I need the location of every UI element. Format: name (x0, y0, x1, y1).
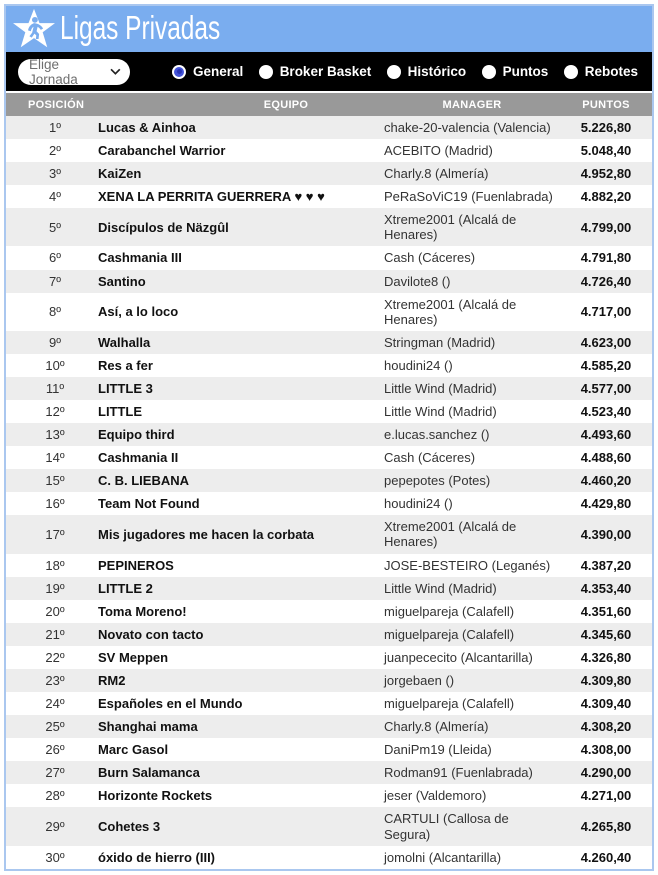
position-cell: 7º (49, 273, 61, 289)
manager-cell: Little Wind (Madrid) (384, 380, 497, 396)
manager-cell: jeser (Valdemoro) (384, 788, 487, 804)
manager-cell: juanpececito (Alcantarilla) (384, 649, 533, 665)
table-row (6, 577, 652, 600)
table-row (6, 139, 652, 162)
points-cell: 4.351,60 (580, 603, 632, 619)
team-cell: Novato con tacto (98, 626, 204, 642)
column-header-team: EQUIPO (263, 98, 309, 111)
standings-body (6, 116, 652, 869)
position-cell: 20º (45, 603, 65, 619)
table-row (6, 446, 652, 469)
tab-general[interactable] (172, 64, 243, 79)
manager-cell: Xtreme2001 (Alcalá de Henares) (384, 519, 517, 550)
position-cell: 29º (45, 818, 65, 834)
radio-icon[interactable] (482, 65, 496, 79)
content-frame (4, 4, 654, 871)
points-cell: 4.717,00 (580, 304, 632, 320)
position-cell: 12º (45, 404, 65, 420)
table-row (6, 761, 652, 784)
manager-cell: CARTULI (Callosa de Segura) (384, 811, 509, 842)
table-row (6, 738, 652, 761)
points-cell: 4.271,00 (580, 788, 632, 804)
points-cell: 4.265,80 (580, 818, 632, 834)
manager-cell: Little Wind (Madrid) (384, 404, 497, 420)
banner (6, 6, 652, 52)
manager-cell: Rodman91 (Fuenlabrada) (384, 765, 533, 781)
manager-cell: Stringman (Madrid) (384, 334, 496, 350)
position-cell: 27º (45, 765, 65, 781)
team-cell: Discípulos de Näzgûl (98, 219, 229, 235)
manager-cell: houdini24 () (384, 496, 453, 512)
points-cell: 4.326,80 (580, 649, 632, 665)
points-cell: 4.260,40 (580, 849, 632, 865)
team-cell: LITTLE 2 (98, 580, 153, 596)
team-cell: RM2 (98, 672, 126, 688)
team-cell: Carabanchel Warrior (98, 143, 226, 159)
position-cell: 30º (45, 849, 65, 865)
team-cell: Cohetes 3 (98, 818, 161, 834)
team-cell: KaiZen (98, 166, 142, 182)
manager-cell: chake-20-valencia (Valencia) (384, 120, 551, 135)
tab-label: Histórico (407, 64, 467, 79)
points-cell: 5.048,40 (580, 143, 632, 159)
points-cell: 4.623,00 (580, 334, 632, 350)
points-cell: 4.488,60 (580, 450, 632, 466)
points-cell: 4.353,40 (580, 580, 632, 596)
points-cell: 4.585,20 (580, 357, 632, 373)
table-row (6, 669, 652, 692)
points-cell: 4.345,60 (580, 626, 632, 642)
points-cell: 4.791,80 (580, 250, 632, 266)
points-cell: 4.309,80 (580, 672, 632, 688)
position-cell: 15º (45, 473, 65, 489)
app-title: Ligas Privadas (60, 9, 221, 46)
team-cell: Españoles en el Mundo (98, 696, 243, 712)
points-cell: 4.799,00 (580, 219, 632, 235)
tab-broker-basket[interactable] (259, 64, 372, 79)
position-cell: 11º (45, 380, 65, 396)
table-row (6, 554, 652, 577)
position-cell: 21º (45, 626, 65, 642)
radio-icon[interactable] (564, 65, 578, 79)
table-row (6, 293, 652, 331)
manager-cell: Little Wind (Madrid) (384, 580, 497, 596)
points-cell: 4.952,80 (580, 166, 632, 182)
jornada-select-value: Elige Jornada (29, 56, 78, 87)
points-cell: 4.309,40 (580, 696, 632, 712)
manager-cell: pepepotes (Potes) (384, 473, 491, 489)
points-cell: 4.523,40 (580, 404, 632, 420)
manager-cell: DaniPm19 (Lleida) (384, 742, 492, 758)
manager-cell: miguelpareja (Calafell) (384, 696, 515, 712)
position-cell: 13º (45, 427, 65, 443)
team-cell: Walhalla (98, 334, 151, 350)
chevron-down-icon (110, 68, 121, 75)
manager-cell: houdini24 () (384, 357, 453, 373)
view-tabs (172, 64, 638, 79)
tab-label: Broker Basket (279, 64, 372, 79)
table-row (6, 423, 652, 446)
points-cell: 4.460,20 (580, 473, 632, 489)
table-row (6, 270, 652, 293)
position-cell: 25º (45, 719, 65, 735)
points-cell: 4.429,80 (580, 496, 632, 512)
column-header-position: POSICIÓN (28, 98, 85, 111)
table-row (6, 469, 652, 492)
table-row (6, 807, 652, 845)
table-row (6, 646, 652, 669)
position-cell: 5º (49, 219, 61, 235)
team-cell: Mis jugadores me hacen la corbata (98, 526, 315, 542)
manager-cell: e.lucas.sanchez () (384, 427, 490, 443)
position-cell: 8º (49, 304, 61, 320)
points-cell: 5.226,80 (580, 120, 632, 135)
table-row (6, 116, 652, 139)
table-row (6, 515, 652, 553)
team-cell: Marc Gasol (98, 742, 169, 758)
radio-icon[interactable] (259, 65, 273, 79)
position-cell: 19º (45, 580, 65, 596)
position-cell: 2º (49, 143, 61, 159)
manager-cell: miguelpareja (Calafell) (384, 626, 515, 642)
table-row (6, 846, 652, 869)
points-cell: 4.390,00 (580, 526, 632, 542)
table-row (6, 692, 652, 715)
team-cell: Equipo third (98, 427, 175, 443)
team-cell: PEPINEROS (98, 557, 174, 573)
team-cell: XENA LA PERRITA GUERRERA ♥ ♥ ♥ (98, 189, 325, 205)
team-cell: Lucas & Ainhoa (98, 120, 196, 135)
table-row (6, 715, 652, 738)
tab-label: Rebotes (584, 64, 638, 79)
position-cell: 3º (49, 166, 61, 182)
points-cell: 4.577,00 (580, 380, 632, 396)
tab-label: General (193, 64, 244, 79)
points-cell: 4.290,00 (580, 765, 632, 781)
team-cell: LITTLE (98, 404, 143, 420)
radio-icon[interactable] (172, 65, 186, 79)
star-player-logo-icon (12, 8, 56, 50)
position-cell: 10º (45, 357, 65, 373)
points-cell: 4.726,40 (580, 273, 632, 289)
manager-cell: Charly.8 (Almería) (384, 166, 489, 182)
points-cell: 4.493,60 (580, 427, 632, 443)
radio-icon[interactable] (387, 65, 401, 79)
column-header-points: PUNTOS (582, 98, 630, 111)
tab-puntos[interactable] (482, 64, 549, 79)
position-cell: 17º (45, 526, 65, 542)
manager-cell: Xtreme2001 (Alcalá de Henares) (384, 212, 517, 243)
points-cell: 4.387,20 (580, 557, 632, 573)
position-cell: 6º (49, 250, 61, 266)
team-cell: Toma Moreno! (98, 603, 187, 619)
team-cell: Cashmania III (98, 250, 182, 266)
position-cell: 28º (45, 788, 65, 804)
manager-cell: jomolni (Alcantarilla) (384, 849, 502, 865)
team-cell: óxido de hierro (III) (98, 849, 216, 865)
tab-historico[interactable] (387, 64, 467, 79)
team-cell: Santino (98, 273, 146, 289)
position-cell: 22º (45, 649, 65, 665)
table-row (6, 784, 652, 807)
table-row (6, 623, 652, 646)
team-cell: Burn Salamanca (98, 765, 200, 781)
manager-cell: miguelpareja (Calafell) (384, 603, 515, 619)
team-cell: Shanghai mama (98, 719, 198, 735)
manager-cell: ACEBITO (Madrid) (384, 143, 493, 159)
team-cell: C. B. LIEBANA (98, 473, 189, 489)
tab-label: Puntos (502, 64, 549, 79)
position-cell: 1º (49, 120, 61, 135)
table-row (6, 492, 652, 515)
team-cell: LITTLE 3 (98, 380, 153, 396)
manager-cell: Xtreme2001 (Alcalá de Henares) (384, 296, 517, 327)
position-cell: 23º (45, 672, 65, 688)
manager-cell: Charly.8 (Almería) (384, 719, 489, 735)
jornada-select[interactable] (18, 56, 130, 87)
table-row (6, 331, 652, 354)
table-row (6, 377, 652, 400)
team-cell: Horizonte Rockets (98, 788, 213, 804)
table-row (6, 600, 652, 623)
position-cell: 14º (45, 450, 65, 466)
table-row (6, 400, 652, 423)
manager-cell: PeRaSoViC19 (Fuenlabrada) (384, 189, 553, 205)
position-cell: 9º (49, 334, 61, 350)
nav-bar (6, 52, 652, 91)
manager-cell: jorgebaen () (384, 672, 455, 688)
position-cell: 26º (45, 742, 65, 758)
manager-cell: JOSE-BESTEIRO (Leganés) (384, 557, 551, 573)
team-cell: Así, a lo loco (98, 304, 179, 320)
manager-cell: Davilote8 () (384, 273, 451, 289)
table-header (6, 93, 652, 116)
points-cell: 4.308,00 (580, 742, 632, 758)
table-row (6, 208, 652, 246)
table-row (6, 162, 652, 185)
manager-cell: Cash (Cáceres) (384, 450, 476, 466)
points-cell: 4.308,20 (580, 719, 632, 735)
position-cell: 4º (49, 189, 61, 205)
table-row (6, 246, 652, 269)
points-cell: 4.882,20 (580, 189, 632, 205)
position-cell: 16º (45, 496, 65, 512)
manager-cell: Cash (Cáceres) (384, 250, 476, 266)
team-cell: Team Not Found (98, 496, 200, 512)
table-row (6, 354, 652, 377)
column-header-manager: MANAGER (442, 98, 502, 111)
team-cell: Cashmania II (98, 450, 179, 466)
table-row (6, 185, 652, 208)
team-cell: SV Meppen (98, 649, 169, 665)
tab-rebotes[interactable] (564, 64, 638, 79)
team-cell: Res a fer (98, 357, 153, 373)
position-cell: 24º (45, 696, 65, 712)
position-cell: 18º (45, 557, 65, 573)
